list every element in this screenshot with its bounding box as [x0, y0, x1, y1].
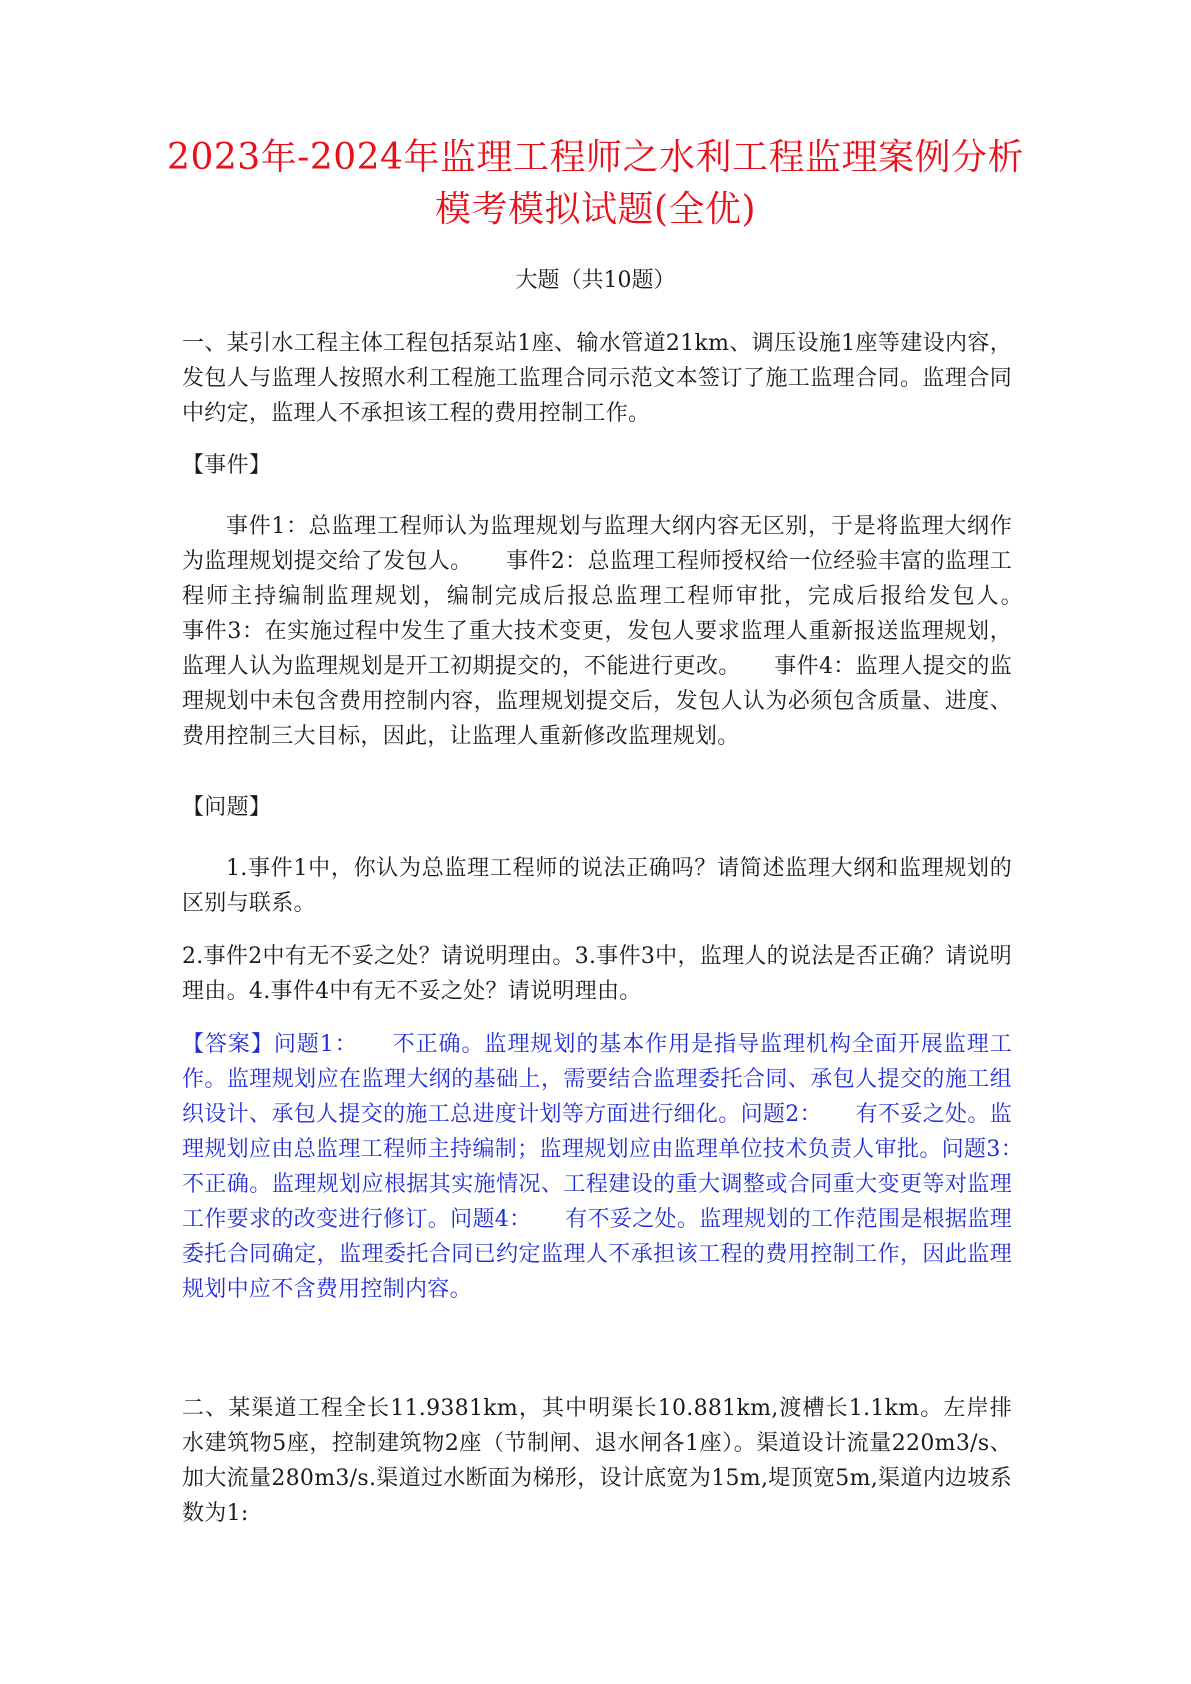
questions-2-4-text: 2.事件2中有无不妥之处？请说明理由。3.事件3中，监理人的说法是否正确？请说明理由。4.事件4中有无不妥之处？请说明理由。	[182, 944, 1012, 1004]
answer-text: 【答案】问题1： 不正确。监理规划的基本作用是指导监理机构全面开展监理工作。监理规划应在监理大纲的基础上，需要结合监理委托合同、承包人提交的施工组织设计、承包人提交的施工总进度计划等方面进行细化。问题2： 有不妥之处。监理规划应由总监理工程师主持编制；监理规划应由监理单位技术负责人审批。问题3： 不正确。监理规划应根据其实施情况、工程建设的重大调整或合同重大变更等对监理工作要求的改变进行修订。问题4： 有不妥之处。监理规划的工作范围是根据监理委托合同确定，监理委托合同已约定监理人不承担该工程的费用控制工作，因此监理规划中应不含费用控制内容。	[182, 1032, 1057, 1302]
question-1-text: 1.事件1中，你认为总监理工程师的说法正确吗？请简述监理大纲和监理规划的区别与联系。	[182, 856, 1012, 916]
question-2-intro: 二、某渠道工程全长11.9381km，其中明渠长10.881km,渡槽长1.1km。左岸排水建筑物5座，控制建筑物2座（节制闸、退水闸各1座）。渠道设计流量220m3/s、加大流量280m3/s.渠道过水断面为梯形，设计底宽为15m,堤顶宽5m,渠道内边坡系数为1:	[182, 1396, 1012, 1526]
section-header: 大题（共10题）	[515, 268, 676, 293]
question-1-intro: 一、某引水工程主体工程包括泵站1座、输水管道21km、调压设施1座等建设内容，发包人与监理人按照水利工程施工监理合同示范文本签订了施工监理合同。监理合同中约定，监理人不承担该工程的费用控制工作。	[182, 331, 1012, 426]
events-label: 【事件】	[182, 453, 272, 478]
events-text: 事件1：总监理工程师认为监理规划与监理大纲内容无区别，于是将监理大纲作为监理规划提交给了发包人。 事件2：总监理工程师授权给一位经验丰富的监理工程师主持编制监理规划，编制完成后报总监理工程师审批，完成后报给发包人。 事件3：在实施过程中发生了重大技术变更，发包人要求监理人重新报送监理规划，监理人认为监理规划是开工初期提交的，不能进行更改。 事件4：监理人提交的监理规划中未包含费用控制内容，监理规划提交后，发包人认为必须包含质量、进度、费用控制三大目标，因此，让监理人重新修改监理规划。	[182, 514, 1057, 749]
document-title: 2023年-2024年监理工程师之水利工程监理案例分析模考模拟试题(全优)	[167, 137, 1024, 230]
questions-label: 【问题】	[182, 795, 272, 820]
